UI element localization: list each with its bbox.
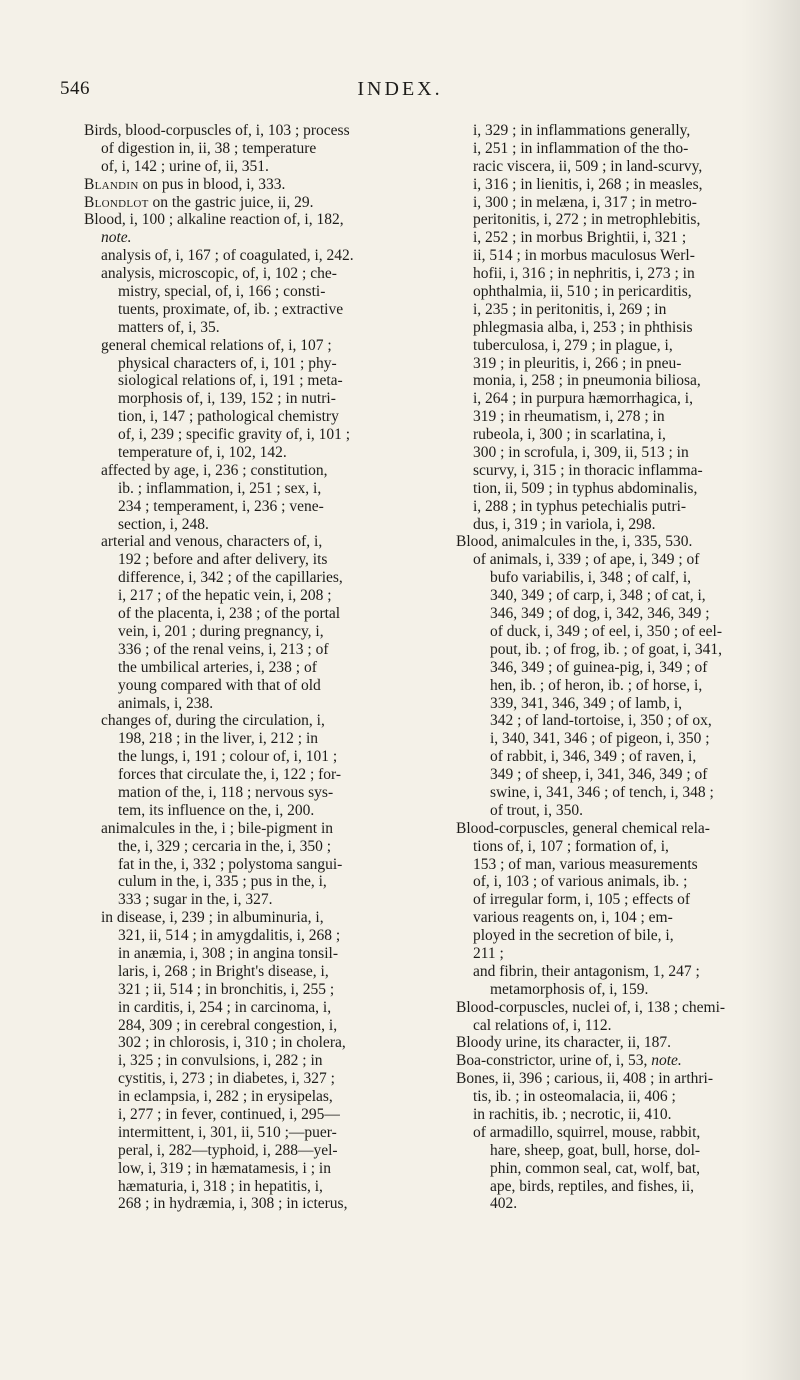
index-text: mation of the, i, 118 ; nervous sys-: [118, 783, 334, 801]
index-line: [84, 1017, 422, 1035]
index-text: metamorphosis of, i, 159.: [490, 980, 649, 998]
index-text: siological relations of, i, 191 ; meta-: [118, 372, 343, 390]
index-line: [456, 784, 784, 802]
index-line: [456, 211, 784, 229]
index-text: 336 ; of the renal veins, i, 213 ; of: [118, 640, 329, 658]
index-line: [84, 927, 422, 945]
index-text: 340, 349 ; of carp, i, 348 ; of cat, i,: [490, 587, 706, 605]
index-text: Blood, animalcules in the, i, 335, 530.: [456, 533, 693, 551]
index-line: [456, 856, 784, 874]
index-text: morphosis of, i, 139, 152 ; in nutri-: [118, 390, 336, 408]
index-text: phlegmasia alba, i, 253 ; in phthisis: [473, 318, 693, 336]
index-line: [456, 641, 784, 659]
index-text: swine, i, 341, 346 ; of tench, i, 348 ;: [490, 783, 714, 801]
index-line: [456, 158, 784, 176]
index-line: [84, 1160, 422, 1178]
index-text: tis, ib. ; in osteomalacia, ii, 406 ;: [473, 1088, 676, 1106]
index-text: of irregular form, i, 105 ; effects of: [473, 891, 691, 909]
index-text: analysis, microscopic, of, i, 102 ; che-: [101, 265, 337, 283]
index-text: ib. ; inflammation, i, 251 ; sex, i,: [118, 479, 322, 497]
index-text: on pus in blood, i, 333.: [138, 175, 286, 193]
index-line: [84, 229, 422, 247]
index-line: [84, 372, 422, 390]
index-text: tem, its influence on the, i, 200.: [118, 801, 315, 819]
index-text: the, i, 329 ; cercaria in the, i, 350 ;: [118, 837, 332, 855]
index-line: [456, 677, 784, 695]
index-text: culum in the, i, 335 ; pus in the, i,: [118, 873, 327, 891]
index-line: [456, 516, 784, 534]
index-line: [456, 587, 784, 605]
index-text: of trout, i, 350.: [490, 801, 583, 819]
index-text: pout, ib. ; of frog, ib. ; of goat, i, 341,: [490, 640, 723, 658]
index-text: of the placenta, i, 238 ; of the portal: [118, 605, 341, 623]
index-text: 321 ; ii, 514 ; in bronchitis, i, 255 ;: [118, 980, 335, 998]
index-text: 268 ; in hydræmia, i, 308 ; in icterus,: [118, 1195, 348, 1213]
index-text: 153 ; of man, various measurements: [473, 855, 698, 873]
index-text: tions of, i, 107 ; formation of, i,: [473, 837, 669, 855]
index-text: 198, 218 ; in the liver, i, 212 ; in: [118, 730, 319, 748]
index-line: [456, 265, 784, 283]
index-line: [84, 945, 422, 963]
index-text: 333 ; sugar in the, i, 327.: [118, 891, 273, 909]
index-text: i, 264 ; in purpura hæmorrhagica, i,: [473, 390, 693, 408]
index-text: of duck, i, 349 ; of eel, i, 350 ; of eel-: [490, 622, 723, 640]
index-text: peral, i, 282—typhoid, i, 288—yel-: [118, 1141, 338, 1159]
index-text: physical characters of, i, 101 ; phy-: [118, 354, 337, 372]
index-line: [456, 730, 784, 748]
index-text: the lungs, i, 191 ; colour of, i, 101 ;: [118, 748, 338, 766]
index-text: Birds, blood-corpuscles of, i, 103 ; process: [84, 122, 350, 139]
index-text: of, i, 103 ; of various animals, ib. ;: [473, 873, 688, 891]
index-text: i, 235 ; in peritonitis, i, 269 ; in: [473, 300, 667, 318]
index-text: temperature of, i, 102, 142.: [118, 444, 287, 462]
index-text: tuents, proximate, of, ib. ; extractive: [118, 300, 344, 318]
index-line: [84, 140, 422, 158]
index-line: [456, 247, 784, 265]
index-author-name: Blondlot: [84, 193, 149, 211]
index-text: low, i, 319 ; in hæmatamesis, i ; in: [118, 1159, 331, 1177]
index-text: 192 ; before and after delivery, its: [118, 551, 328, 569]
index-line: [456, 1106, 784, 1124]
index-text: arterial and venous, characters of, i,: [101, 533, 323, 551]
index-line: [84, 748, 422, 766]
index-text: of armadillo, squirrel, mouse, rabbit,: [473, 1123, 701, 1141]
index-text: i, 340, 341, 346 ; of pigeon, i, 350 ;: [490, 730, 710, 748]
index-line: [456, 695, 784, 713]
index-line: [84, 516, 422, 534]
index-text: in anæmia, i, 308 ; in angina tonsil-: [118, 944, 338, 962]
index-text: animalcules in the, i ; bile-pigment in: [101, 819, 334, 837]
index-text: ployed in the secretion of bile, i,: [473, 927, 674, 945]
index-line: [84, 176, 422, 194]
index-text: tion, i, 147 ; pathological chemistry: [118, 408, 339, 426]
index-line: [84, 677, 422, 695]
index-line: [456, 229, 784, 247]
index-line: [84, 569, 422, 587]
index-line: [456, 1034, 784, 1052]
index-text: i, 217 ; of the hepatic vein, i, 208 ;: [118, 587, 332, 605]
index-text: of animals, i, 339 ; of ape, i, 349 ; of: [473, 551, 700, 569]
index-text: phin, common seal, cat, wolf, bat,: [490, 1159, 701, 1177]
index-line: [456, 462, 784, 480]
index-text: in disease, i, 239 ; in albuminuria, i,: [101, 909, 324, 927]
index-italic-note: note.: [101, 229, 132, 247]
index-line: [84, 766, 422, 784]
index-line: [456, 659, 784, 677]
index-line: [456, 1052, 784, 1070]
index-line: [456, 551, 784, 569]
index-text: analysis of, i, 167 ; of coagulated, i, 242.: [101, 247, 354, 265]
index-line: [84, 211, 422, 229]
index-line: [84, 444, 422, 462]
index-text: 402.: [490, 1195, 518, 1213]
index-text: on the gastric juice, ii, 29.: [148, 193, 314, 211]
index-line: [84, 355, 422, 373]
index-line: [84, 891, 422, 909]
index-line: [456, 1070, 784, 1088]
running-head: INDEX.: [357, 78, 443, 100]
index-text: monia, i, 258 ; in pneumonia biliosa,: [473, 372, 701, 390]
page-number: 546: [60, 78, 90, 99]
index-line: [84, 337, 422, 355]
index-text: forces that circulate the, i, 122 ; for-: [118, 766, 342, 784]
index-line: [84, 695, 422, 713]
index-text: intermittent, i, 301, ii, 510 ;—puer-: [118, 1123, 337, 1141]
index-text: hofii, i, 316 ; in nephritis, i, 273 ; in: [473, 265, 695, 283]
index-line: [84, 283, 422, 301]
index-text: animals, i, 238.: [118, 694, 214, 712]
index-line: [84, 856, 422, 874]
index-line: [456, 122, 784, 140]
index-text: 346, 349 ; of dog, i, 342, 346, 349 ;: [490, 605, 710, 623]
index-text: mistry, special, of, i, 166 ; consti-: [118, 283, 326, 301]
index-line: [84, 605, 422, 623]
index-text: in rachitis, ib. ; necrotic, ii, 410.: [473, 1105, 672, 1123]
index-line: [84, 498, 422, 516]
index-text: i, 316 ; in lienitis, i, 268 ; in measles,: [473, 175, 703, 193]
index-text: ophthalmia, ii, 510 ; in pericarditis,: [473, 283, 692, 301]
index-text: Bones, ii, 396 ; carious, ii, 408 ; in arthri-: [456, 1070, 714, 1088]
index-line: [456, 909, 784, 927]
index-line: [456, 802, 784, 820]
index-text: hare, sheep, goat, bull, horse, dol-: [490, 1141, 701, 1159]
index-line: [456, 569, 784, 587]
index-text: general chemical relations of, i, 107 ;: [101, 336, 332, 354]
index-text: of digestion in, ii, 38 ; temperature: [101, 139, 317, 157]
index-text: peritonitis, i, 272 ; in metrophlebitis,: [473, 211, 701, 229]
index-line: [456, 873, 784, 891]
index-text: 346, 349 ; of guinea-pig, i, 349 ; of: [490, 658, 708, 676]
index-text: ape, birds, reptiles, and fishes, ii,: [490, 1177, 695, 1195]
index-line: [84, 319, 422, 337]
index-line: [456, 963, 784, 981]
index-text: Blood-corpuscles, general chemical rela-: [456, 819, 710, 837]
index-text: laris, i, 268 ; in Bright's disease, i,: [118, 962, 329, 980]
index-text: section, i, 248.: [118, 515, 209, 533]
index-text: of rabbit, i, 346, 349 ; of raven, i,: [490, 748, 697, 766]
index-text: hen, ib. ; of heron, ib. ; of horse, i,: [490, 676, 703, 694]
index-line: [84, 1088, 422, 1106]
index-line: [84, 158, 422, 176]
index-line: [456, 1124, 784, 1142]
index-text: i, 288 ; in typhus petechialis putri-: [473, 497, 687, 515]
index-text: young compared with that of old: [118, 676, 321, 694]
index-text: 342 ; of land-tortoise, i, 350 ; of ox,: [490, 712, 712, 730]
index-line: [456, 498, 784, 516]
index-line: [84, 730, 422, 748]
index-line: [456, 444, 784, 462]
index-text: Boa-constrictor, urine of, i, 53,: [456, 1052, 652, 1070]
index-line: [84, 194, 422, 212]
index-line: [84, 981, 422, 999]
index-line: [456, 927, 784, 945]
index-text: ii, 514 ; in morbus maculosus Werl-: [473, 247, 695, 265]
index-line: [84, 999, 422, 1017]
index-text: cal relations of, i, 112.: [473, 1016, 612, 1034]
index-line: [456, 981, 784, 999]
index-text: i, 251 ; in inflammation of the tho-: [473, 139, 689, 157]
index-text: 302 ; in chlorosis, i, 310 ; in cholera,: [118, 1034, 346, 1052]
index-line: [84, 1070, 422, 1088]
index-line: [456, 426, 784, 444]
index-line: [84, 533, 422, 551]
index-line: [456, 140, 784, 158]
index-line: [456, 820, 784, 838]
index-text: in carditis, i, 254 ; in carcinoma, i,: [118, 998, 332, 1016]
index-text: i, 277 ; in fever, continued, i, 295—: [118, 1105, 340, 1123]
index-text: matters of, i, 35.: [118, 318, 220, 336]
index-line: [84, 1142, 422, 1160]
index-line: [456, 319, 784, 337]
index-line: [456, 999, 784, 1017]
index-line: [84, 551, 422, 569]
index-line: [84, 873, 422, 891]
index-line: [84, 802, 422, 820]
index-text: cystitis, i, 273 ; in diabetes, i, 327 ;: [118, 1070, 335, 1088]
index-text: Bloody urine, its character, ii, 187.: [456, 1034, 672, 1052]
index-line: [84, 390, 422, 408]
index-line: [456, 533, 784, 551]
index-line: [456, 408, 784, 426]
index-text: i, 329 ; in inflammations generally,: [473, 122, 691, 139]
index-line: [84, 623, 422, 641]
index-line: [84, 426, 422, 444]
index-author-name: Blandin: [84, 175, 139, 193]
index-line: [84, 301, 422, 319]
index-text: tuberculosa, i, 279 ; in plague, i,: [473, 336, 673, 354]
index-line: [84, 1124, 422, 1142]
index-text: 349 ; of sheep, i, 341, 346, 349 ; of: [490, 766, 708, 784]
index-text: i, 300 ; in melæna, i, 317 ; in metro-: [473, 193, 697, 211]
index-line: [84, 659, 422, 677]
index-line: [84, 122, 422, 140]
index-text: rubeola, i, 300 ; in scarlatina, i,: [473, 426, 666, 444]
index-column-right: [456, 122, 784, 1213]
index-text: dus, i, 319 ; in variola, i, 298.: [473, 515, 656, 533]
index-line: [84, 641, 422, 659]
index-line: [84, 712, 422, 730]
index-line: [84, 1195, 422, 1213]
index-text: various reagents on, i, 104 ; em-: [473, 909, 673, 927]
index-italic-note: note.: [651, 1052, 682, 1070]
index-text: 211 ;: [473, 944, 504, 962]
index-text: 319 ; in pleuritis, i, 266 ; in pneu-: [473, 354, 682, 372]
index-line: [456, 605, 784, 623]
index-text: i, 325 ; in convulsions, i, 282 ; in: [118, 1052, 323, 1070]
index-text: 234 ; temperament, i, 236 ; vene-: [118, 497, 324, 515]
index-line: [456, 1017, 784, 1035]
index-line: [84, 838, 422, 856]
index-line: [456, 766, 784, 784]
index-line: [456, 194, 784, 212]
index-text: changes of, during the circulation, i,: [101, 712, 325, 730]
index-text: difference, i, 342 ; of the capillaries,: [118, 569, 343, 587]
index-text: 319 ; in rheumatism, i, 278 ; in: [473, 408, 665, 426]
index-text: fat in the, i, 332 ; polystoma sangui-: [118, 855, 343, 873]
index-line: [84, 1034, 422, 1052]
index-line: [84, 963, 422, 981]
index-line: [84, 909, 422, 927]
index-text: of, i, 239 ; specific gravity of, i, 101 ;: [118, 426, 351, 444]
index-line: [456, 176, 784, 194]
index-text: i, 252 ; in morbus Brightii, i, 321 ;: [473, 229, 687, 247]
index-text: 300 ; in scrofula, i, 309, ii, 513 ; in: [473, 444, 689, 462]
index-line: [456, 301, 784, 319]
index-line: [456, 623, 784, 641]
index-line: [84, 480, 422, 498]
index-line: [456, 891, 784, 909]
index-text: 321, ii, 514 ; in amygdalitis, i, 268 ;: [118, 927, 341, 945]
index-line: [84, 1178, 422, 1196]
index-text: Blood-corpuscles, nuclei of, i, 138 ; chemi-: [456, 998, 726, 1016]
index-line: [456, 390, 784, 408]
index-text: the umbilical arteries, i, 238 ; of: [118, 658, 317, 676]
index-line: [456, 480, 784, 498]
index-line: [84, 247, 422, 265]
index-line: [456, 355, 784, 373]
index-text: Blood, i, 100 ; alkaline reaction of, i, 182,: [84, 211, 344, 229]
index-line: [456, 372, 784, 390]
index-line: [456, 945, 784, 963]
index-text: and fibrin, their antagonism, 1, 247 ;: [473, 962, 700, 980]
index-text: tion, ii, 509 ; in typhus abdominalis,: [473, 479, 698, 497]
index-line: [456, 748, 784, 766]
index-text: 284, 309 ; in cerebral congestion, i,: [118, 1016, 338, 1034]
index-text: hæmaturia, i, 318 ; in hepatitis, i,: [118, 1177, 323, 1195]
index-line: [456, 1142, 784, 1160]
index-line: [456, 1160, 784, 1178]
index-line: [456, 838, 784, 856]
index-line: [456, 712, 784, 730]
index-line: [456, 337, 784, 355]
index-text: scurvy, i, 315 ; in thoracic inflamma-: [473, 461, 703, 479]
index-text: bufo variabilis, i, 348 ; of calf, i,: [490, 569, 692, 587]
index-line: [84, 462, 422, 480]
index-line: [84, 587, 422, 605]
index-line: [456, 1195, 784, 1213]
page-header: [0, 78, 800, 104]
index-line: [84, 408, 422, 426]
index-line: [84, 1052, 422, 1070]
index-text: 339, 341, 346, 349 ; of lamb, i,: [490, 694, 683, 712]
index-text: of, i, 142 ; urine of, ii, 351.: [101, 157, 269, 175]
index-text: vein, i, 201 ; during pregnancy, i,: [118, 622, 324, 640]
index-line: [84, 820, 422, 838]
index-text: affected by age, i, 236 ; constitution,: [101, 461, 328, 479]
index-line: [84, 265, 422, 283]
index-line: [84, 1106, 422, 1124]
index-line: [456, 1088, 784, 1106]
index-line: [456, 283, 784, 301]
index-column-left: [84, 122, 422, 1213]
index-line: [84, 784, 422, 802]
index-text: racic viscera, ii, 509 ; in land-scurvy,: [473, 157, 703, 175]
index-line: [456, 1178, 784, 1196]
index-text: in eclampsia, i, 282 ; in erysipelas,: [118, 1088, 333, 1106]
